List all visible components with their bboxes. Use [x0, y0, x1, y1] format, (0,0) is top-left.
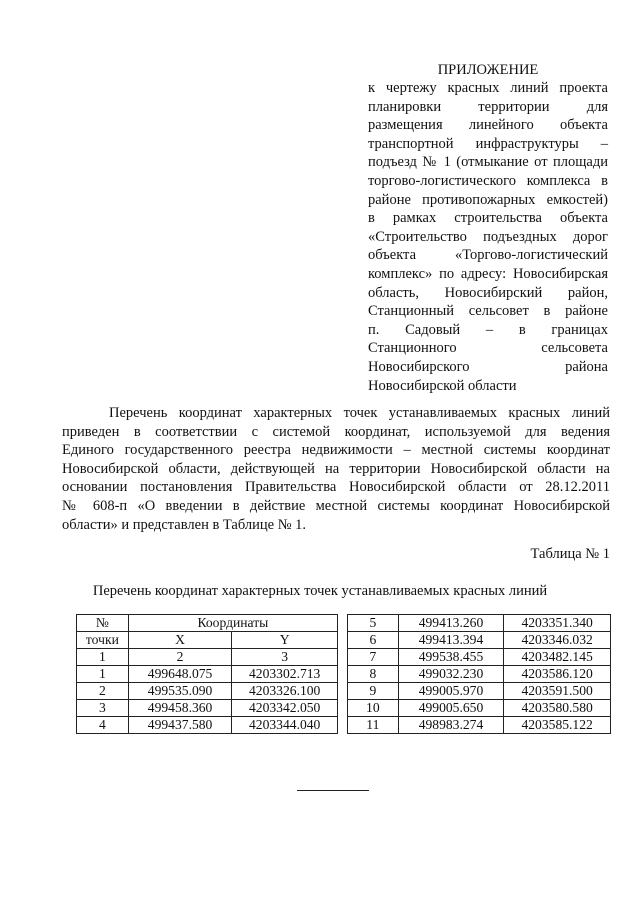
x-coordinate-cell: 499535.090: [128, 683, 232, 700]
appendix-line: Станционный сельсовет в районе: [368, 303, 608, 320]
table-cell: 3: [232, 649, 338, 666]
table-row: [77, 717, 338, 734]
y-coordinate-cell: 4203351.340: [504, 615, 611, 632]
appendix-line: подъезд № 1 (отмыкание от площади: [368, 154, 608, 171]
appendix-line: транспортной инфраструктуры –: [368, 135, 608, 152]
table-row: [348, 615, 611, 632]
intro-line: Новосибирской области, действующей на территории Новосибирской области на: [62, 460, 610, 477]
intro-line: № 608-п «О введении в действие местной системы координат Новосибирской: [62, 497, 610, 514]
table-cell: 1: [77, 649, 129, 666]
table-row: [348, 717, 611, 734]
appendix-line: область, Новосибирский район,: [368, 284, 608, 301]
y-coordinate-cell: 4203580.580: [504, 700, 611, 717]
table-row: [348, 649, 611, 666]
header-coordinates: Координаты: [128, 615, 337, 632]
table-row: [77, 666, 338, 683]
table-row: [348, 632, 611, 649]
coordinates-table-left: [76, 614, 338, 734]
x-coordinate-cell: 498983.274: [398, 717, 504, 734]
appendix-line: объекта «Торгово-логистический: [368, 247, 608, 264]
y-coordinate-cell: 4203591.500: [504, 683, 611, 700]
intro-paragraph: [62, 404, 610, 534]
header-point-number: №: [77, 615, 129, 632]
x-coordinate-cell: 499032.230: [398, 666, 504, 683]
y-coordinate-cell: 4203586.120: [504, 666, 611, 683]
x-coordinate-cell: 499437.580: [128, 717, 232, 734]
appendix-line: «Строительство подъездных дорог: [368, 228, 608, 245]
header-y: Y: [232, 632, 338, 649]
appendix-line: Станционного сельсовета: [368, 340, 608, 357]
point-number-cell: 5: [348, 615, 399, 632]
point-number-cell: 7: [348, 649, 399, 666]
appendix-line: комплекс» по адресу: Новосибирская: [368, 265, 608, 282]
appendix-line: размещения линейного объекта: [368, 117, 608, 134]
point-number-cell: 6: [348, 632, 399, 649]
left-table-body: [77, 666, 338, 734]
x-coordinate-cell: 499538.455: [398, 649, 504, 666]
table-cell: 2: [128, 649, 232, 666]
appendix-line: Новосибирской области: [368, 377, 517, 394]
appendix-line: в рамках строительства объекта: [368, 210, 608, 227]
intro-line: основании постановления Правительства Новосибирской области от 28.12.2011: [62, 479, 610, 496]
x-coordinate-cell: 499005.970: [398, 683, 504, 700]
table-row: [77, 683, 338, 700]
y-coordinate-cell: 4203326.100: [232, 683, 338, 700]
appendix-line: Новосибирского района: [368, 358, 608, 375]
x-coordinate-cell: 499413.260: [398, 615, 504, 632]
point-number-cell: 3: [77, 700, 129, 717]
table-index-row: [77, 649, 338, 666]
table-row: [348, 700, 611, 717]
y-coordinate-cell: 4203344.040: [232, 717, 338, 734]
point-number-cell: 4: [77, 717, 129, 734]
end-divider: [297, 790, 369, 791]
intro-line: приведен в соответствии с системой координат, используемой для ведения: [62, 423, 610, 440]
x-coordinate-cell: 499458.360: [128, 700, 232, 717]
appendix-text: [368, 79, 608, 395]
header-point-label: точки: [77, 632, 129, 649]
right-table-body: [348, 615, 611, 734]
y-coordinate-cell: 4203585.122: [504, 717, 611, 734]
y-coordinate-cell: 4203346.032: [504, 632, 611, 649]
table-label: Таблица № 1: [530, 546, 610, 562]
x-coordinate-cell: 499413.394: [398, 632, 504, 649]
point-number-cell: 1: [77, 666, 129, 683]
point-number-cell: 8: [348, 666, 399, 683]
x-coordinate-cell: 499648.075: [128, 666, 232, 683]
x-coordinate-cell: 499005.650: [398, 700, 504, 717]
y-coordinate-cell: 4203302.713: [232, 666, 338, 683]
table-row: [348, 666, 611, 683]
point-number-cell: 2: [77, 683, 129, 700]
point-number-cell: 9: [348, 683, 399, 700]
intro-line: Единого государственного реестра недвижимости – местной системы координат: [62, 442, 610, 459]
header-x: X: [128, 632, 232, 649]
table-row: [348, 683, 611, 700]
appendix-line: планировки территории для: [368, 98, 608, 115]
coordinates-table-right: [347, 614, 611, 734]
intro-line: Перечень координат характерных точек устанавливаемых красных линий: [109, 405, 610, 421]
appendix-title: ПРИЛОЖЕНИЕ: [437, 62, 539, 78]
point-number-cell: 10: [348, 700, 399, 717]
table-row: [77, 700, 338, 717]
point-number-cell: 11: [348, 717, 399, 734]
appendix-line: п. Садовый – в границах: [368, 321, 608, 338]
y-coordinate-cell: 4203342.050: [232, 700, 338, 717]
table-caption: Перечень координат характерных точек устанавливаемых красных линий: [92, 583, 548, 599]
intro-line: области» и представлен в Таблице № 1.: [62, 516, 307, 533]
appendix-line: к чертежу красных линий проекта: [368, 80, 608, 96]
appendix-line: районе противопожарных емкостей): [368, 191, 608, 208]
appendix-line: торгово-логистического комплекса в: [368, 172, 608, 189]
y-coordinate-cell: 4203482.145: [504, 649, 611, 666]
